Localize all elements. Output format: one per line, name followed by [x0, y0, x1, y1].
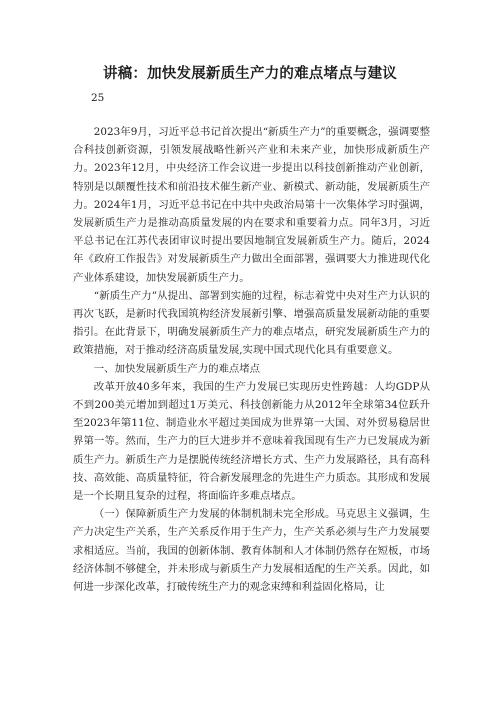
paragraph-4: （一）保障新质生产力发展的体制机制未完全形成。马克思主义强调，生产力决定生产关系，生产关系反作用于生产力，生产关系必须与生产力发展要求相适应。当前，我国的创新体制、教育体制和人才体制仍然存在短板，市场经济体制不够健全，并未形成与新质生产力发展相适配的生产关系。因此，如何进一步深化改革，打破传统生产力的观念束缚和利益固化格局，让: [73, 508, 430, 594]
document-title: 讲稿：加快发展新质生产力的难点堵点与建议: [103, 66, 397, 82]
paragraph-2: “新质生产力”从提出、部署到实施的过程，标志着党中央对生产力认识的再次飞跃，是新时代我国筑构经济发展新引擎、增强高质量发展新动能的重要指引。在此背景下，明确发展新质生产力的难点堵点，研究发展新质生产力的政策措施，对于推动经济高质量发展,实现中国式现代化具有重要意义。: [73, 289, 430, 357]
paragraph-3: 改革开放40多年来，我国的生产力发展已实现历史性跨越：人均GDP从不到200美元增加到超过1万美元、科技创新能力从2012年全球第34位跃升至2023年第11位、制造业水平超过美国成为世界第一大国、对外贸易稳居世界第一等。然而，生产力的巨大进步并不意味着我国现有生产力已发展成为新质生产力。新质生产力是摆脱传统经济增长方式、生产力发展路径，具有高科技、高效能、高质量特征，符合新发展理念的先进生产力质态。其形成和发展是一个长期且复杂的过程，将面临许多难点堵点。: [73, 380, 430, 503]
section-heading-1: 一、加快发展新质生产力的难点堵点: [93, 362, 261, 375]
document-body: [73, 123, 430, 596]
paragraph-1: 2023年9月，习近平总书记首次提出“新质生产力”的重要概念，强调要整合科技创新资源，引领发展战略性新兴产业和未来产业，加快形成新质生产力。2023年12月，中央经济工作会议进一步提出以科技创新推动产业创新，特别是以颠覆性技术和前沿技术催生新产业、新模式、新动能，发展新质生产力。2024年1月，习近平总书记在中共中央政治局第十一次集体学习时强调，发展新质生产力是推动高质量发展的内在要求和重要着力点。同年3月，习近平总书记在江苏代表团审议时提出要因地制宜发展新质生产力。随后，2024年《政府工作报告》对发展新质生产力做出全面部署，强调要大力推进现代化产业体系建设，加快发展新质生产力。: [73, 126, 430, 284]
document-number: 25: [91, 92, 105, 104]
